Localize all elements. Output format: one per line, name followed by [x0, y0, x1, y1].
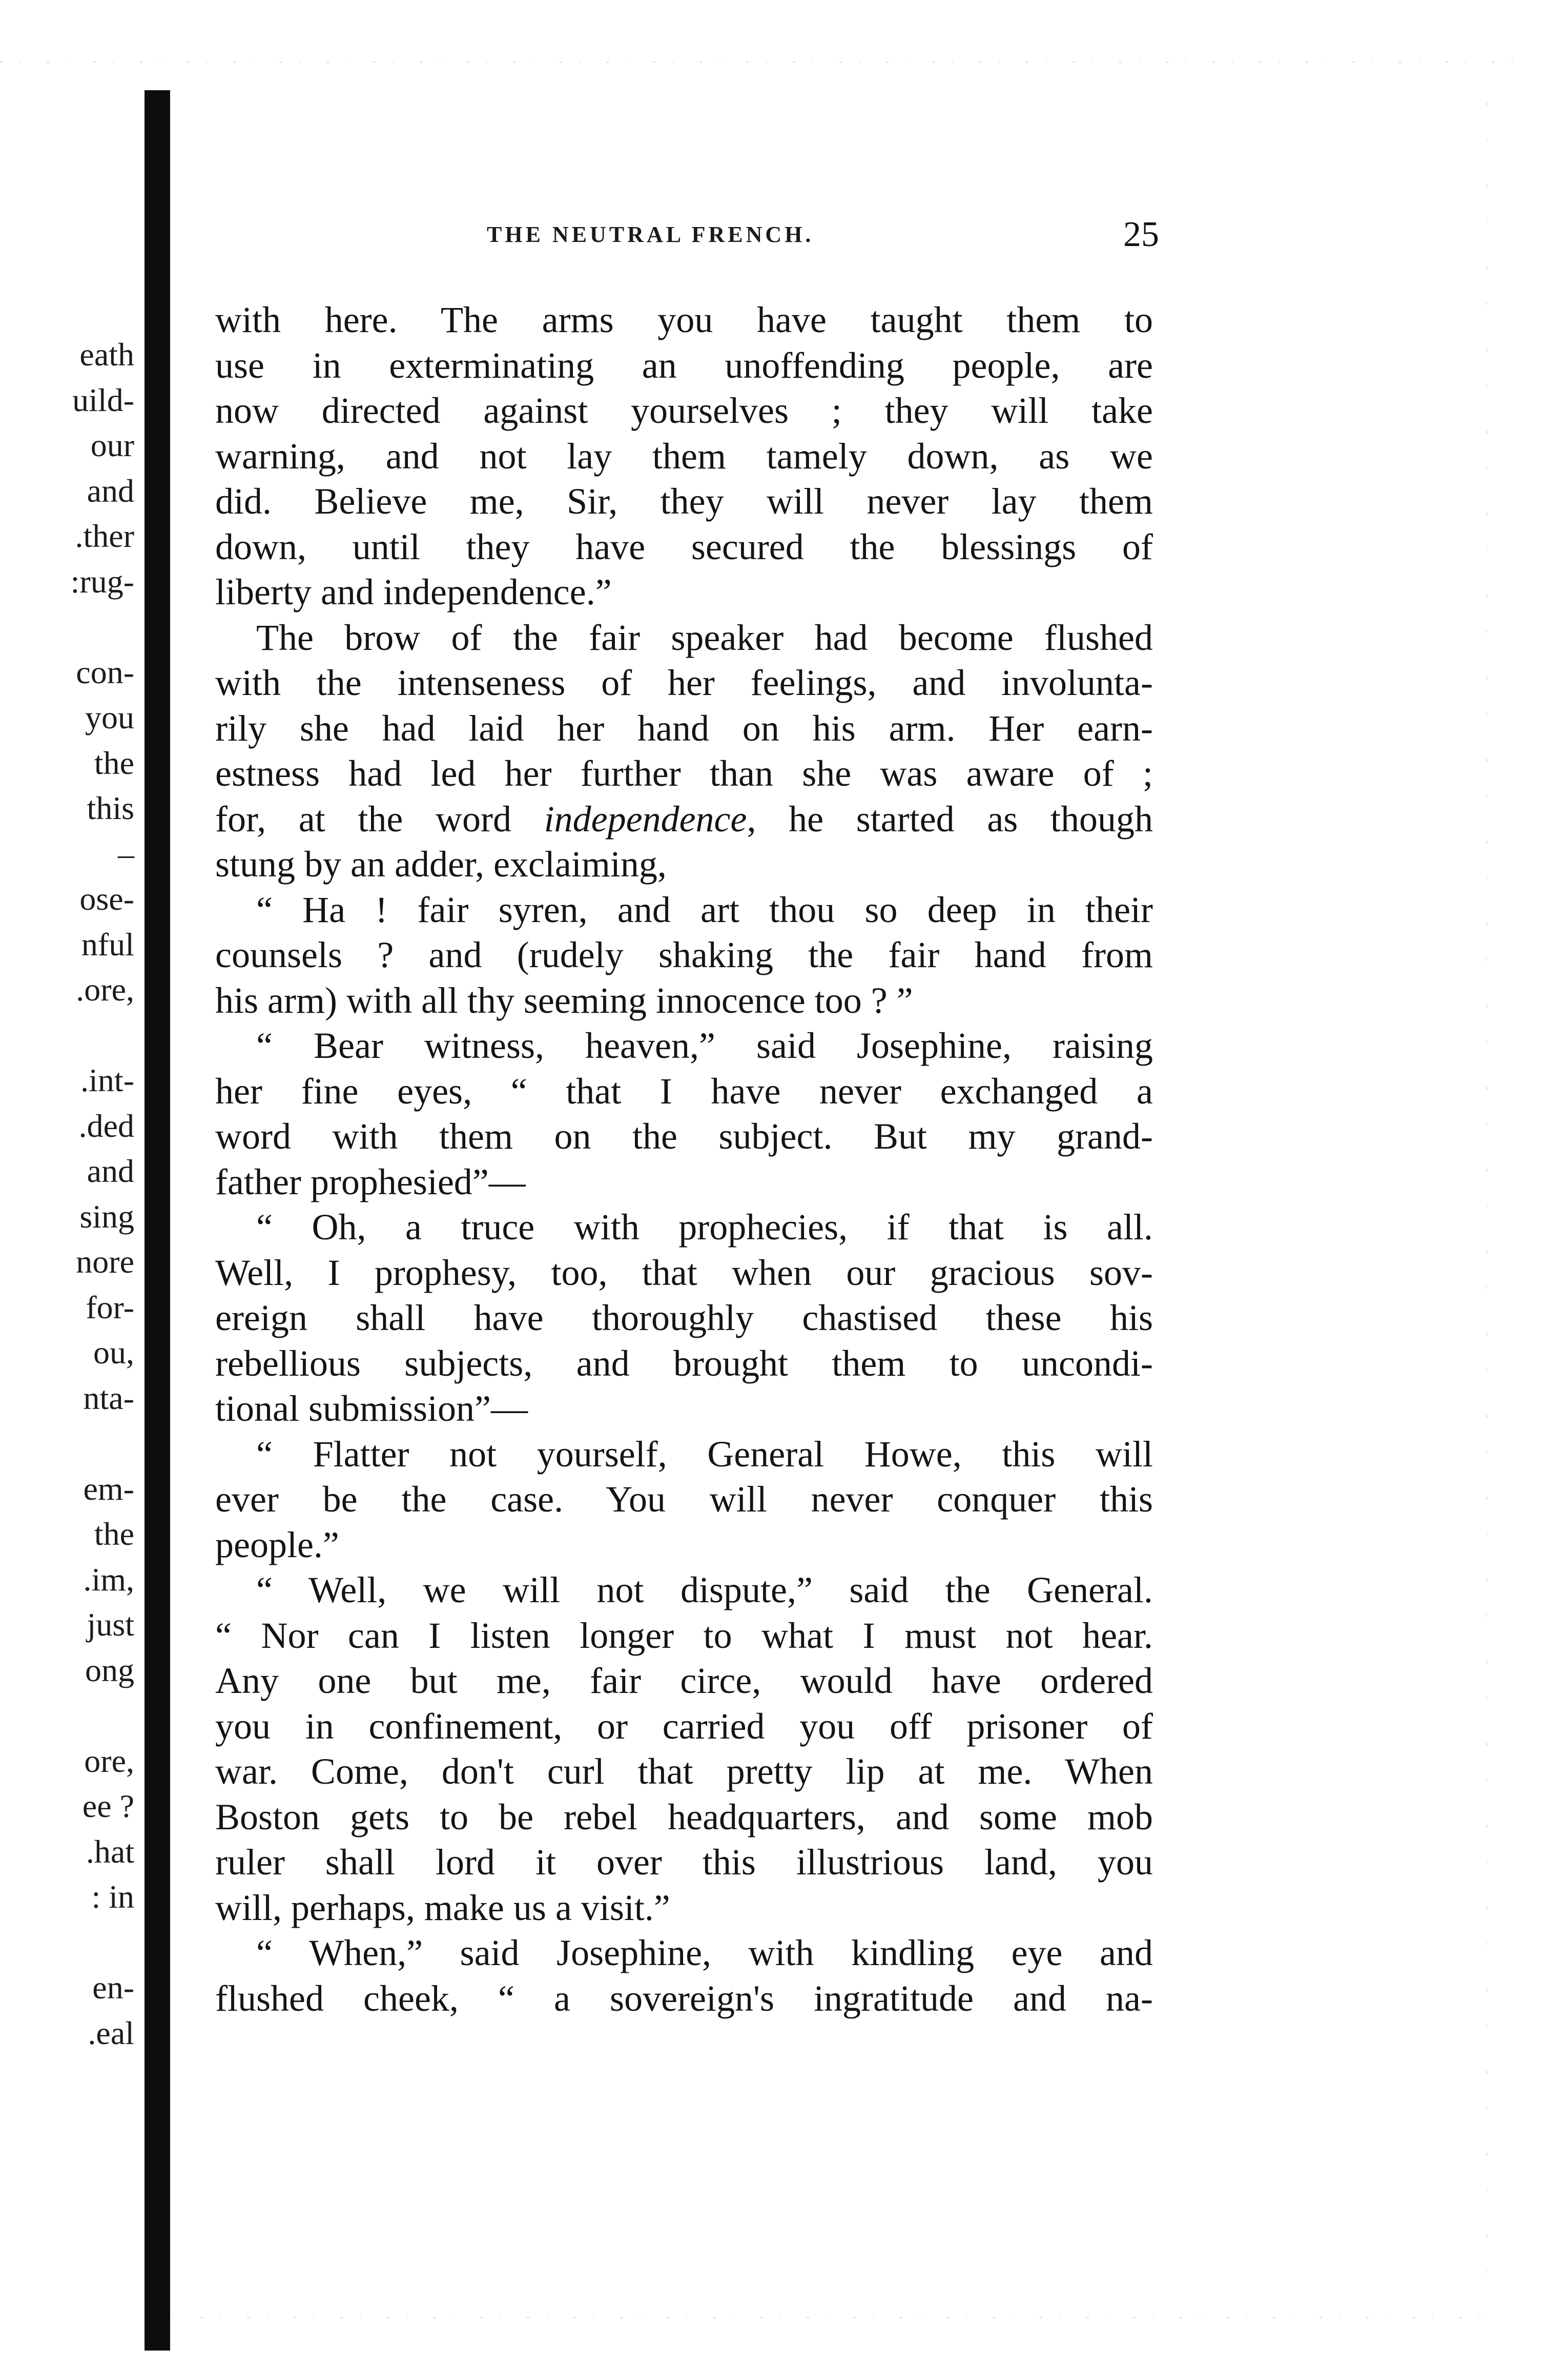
facing-page-fragment: .hat: [86, 1833, 134, 1870]
running-head-title: THE NEUTRAL FRENCH.: [487, 222, 814, 247]
text-line: will, perhaps, make us a visit.”: [215, 1887, 670, 1928]
facing-page-fragment: con-: [76, 653, 134, 690]
facing-page-fragment: ose-: [79, 881, 134, 917]
text-line: with here. The arms you have taught them to: [215, 299, 1153, 340]
text-line: counsels ? and (rudely shaking the fair hand from: [215, 934, 1153, 975]
facing-page-fragment: .im,: [83, 1561, 134, 1598]
facing-page-fragment: en-: [92, 1969, 134, 2006]
scan-speckle-bottom: [154, 2317, 1486, 2318]
text-line: “ Nor can I listen longer to what I must not hear.: [215, 1615, 1153, 1656]
facing-page-fragment: for-: [86, 1289, 134, 1325]
facing-page-fragment: .ther: [75, 518, 134, 554]
text-line: now directed against yourselves ; they will take: [215, 390, 1153, 431]
facing-page-fragment: .int-: [80, 1062, 134, 1098]
facing-page-fragment: ong: [85, 1651, 134, 1688]
text-line: with the intenseness of her feelings, and involunta-: [215, 662, 1153, 703]
text-line: you in confinement, or carried you off prisoner of: [215, 1705, 1153, 1747]
facing-page-fragment: you: [85, 699, 134, 736]
text-line: down, until they have secured the blessings of: [215, 526, 1153, 567]
emphasized-word: independence: [544, 798, 747, 840]
text-line: Boston gets to be rebel headquarters, and some mob: [215, 1796, 1153, 1837]
text-line: “ Flatter not yourself, General Howe, this will: [256, 1433, 1153, 1475]
text-line: rily she had laid her hand on his arm. Her earn-: [215, 707, 1153, 749]
facing-page-bleed: [0, 338, 138, 2286]
text-line: “ Bear witness, heaven,” said Josephine, raising: [256, 1025, 1153, 1066]
facing-page-fragment: :rug-: [70, 563, 134, 600]
text-line: stung by an adder, exclaiming,: [215, 844, 667, 885]
text-line: ever be the case. You will never conquer this: [215, 1479, 1153, 1520]
facing-page-fragment: .ded: [78, 1107, 134, 1144]
text-line: “ Ha ! fair syren, and art thou so deep in their: [256, 889, 1153, 930]
text-line: Well, I prophesy, too, that when our gracious sov-: [215, 1252, 1153, 1293]
text-line: tional submission”—: [215, 1388, 528, 1429]
facing-page-fragment: nful: [81, 926, 134, 963]
text-line: did. Believe me, Sir, they will never lay them: [215, 481, 1153, 522]
facing-page-fragment: .ore,: [76, 971, 134, 1008]
text-line: rebellious subjects, and brought them to uncondi-: [215, 1342, 1153, 1384]
text-line: ruler shall lord it over this illustrious land, you: [215, 1842, 1153, 1883]
facing-page-fragment: : in: [91, 1878, 134, 1915]
running-head: [215, 215, 1163, 256]
text-line: people.”: [215, 1524, 339, 1565]
page-number: 25: [1123, 215, 1159, 254]
facing-page-fragment: .eal: [88, 2014, 134, 2051]
body-text: [215, 297, 1153, 2021]
facing-page-fragment: and: [87, 472, 134, 509]
facing-page-fragment: ou,: [93, 1334, 134, 1371]
scan-speckle-top: [0, 62, 1517, 63]
text-line: ereign shall have thoroughly chastised these his: [215, 1297, 1153, 1338]
text-line: Any one but me, fair circe, would have ordered: [215, 1660, 1153, 1701]
facing-page-fragment: ore,: [84, 1742, 134, 1779]
binding-gutter: [145, 90, 170, 2351]
facing-page-fragment: the: [94, 1516, 134, 1552]
facing-page-fragment: this: [87, 790, 134, 826]
text-line: liberty and independence.”: [215, 571, 612, 612]
text-line: her fine eyes, “ that I have never exchanged a: [215, 1070, 1153, 1112]
facing-page-fragment: the: [94, 744, 134, 781]
facing-page-fragment: –: [118, 835, 134, 872]
text-line: for, at the word independence, he started as though: [215, 798, 1153, 840]
scan-speckle-right: [1486, 103, 1488, 2306]
facing-page-fragment: uild-: [72, 381, 134, 418]
text-line: father prophesied”—: [215, 1161, 526, 1202]
text-line: word with them on the subject. But my grand-: [215, 1116, 1153, 1157]
text-line: “ When,” said Josephine, with kindling eye and: [256, 1932, 1153, 1973]
facing-page-fragment: our: [90, 427, 134, 463]
facing-page-fragment: just: [87, 1606, 134, 1643]
facing-page-fragment: nta-: [83, 1379, 134, 1416]
facing-page-fragment: sing: [79, 1198, 134, 1235]
facing-page-fragment: ee ?: [82, 1788, 134, 1824]
facing-page-fragment: em-: [83, 1470, 134, 1507]
facing-page-fragment: and: [87, 1153, 134, 1189]
facing-page-fragment: nore: [76, 1243, 134, 1280]
facing-page-fragment: eath: [79, 336, 134, 373]
text-line: war. Come, don't curl that pretty lip at me. When: [215, 1751, 1153, 1792]
text-line: estness had led her further than she was aware of ;: [215, 753, 1153, 794]
text-line: use in exterminating an unoffending people, are: [215, 344, 1153, 386]
text-line: flushed cheek, “ a sovereign's ingratitude and na-: [215, 1977, 1153, 2019]
text-line: warning, and not lay them tamely down, as we: [215, 435, 1153, 477]
text-line: “ Oh, a truce with prophecies, if that is all.: [256, 1207, 1153, 1248]
text-line: “ Well, we will not dispute,” said the General.: [256, 1569, 1153, 1610]
text-line: The brow of the fair speaker had become flushed: [256, 617, 1153, 658]
text-line: his arm) with all thy seeming innocence too ? ”: [215, 979, 913, 1021]
